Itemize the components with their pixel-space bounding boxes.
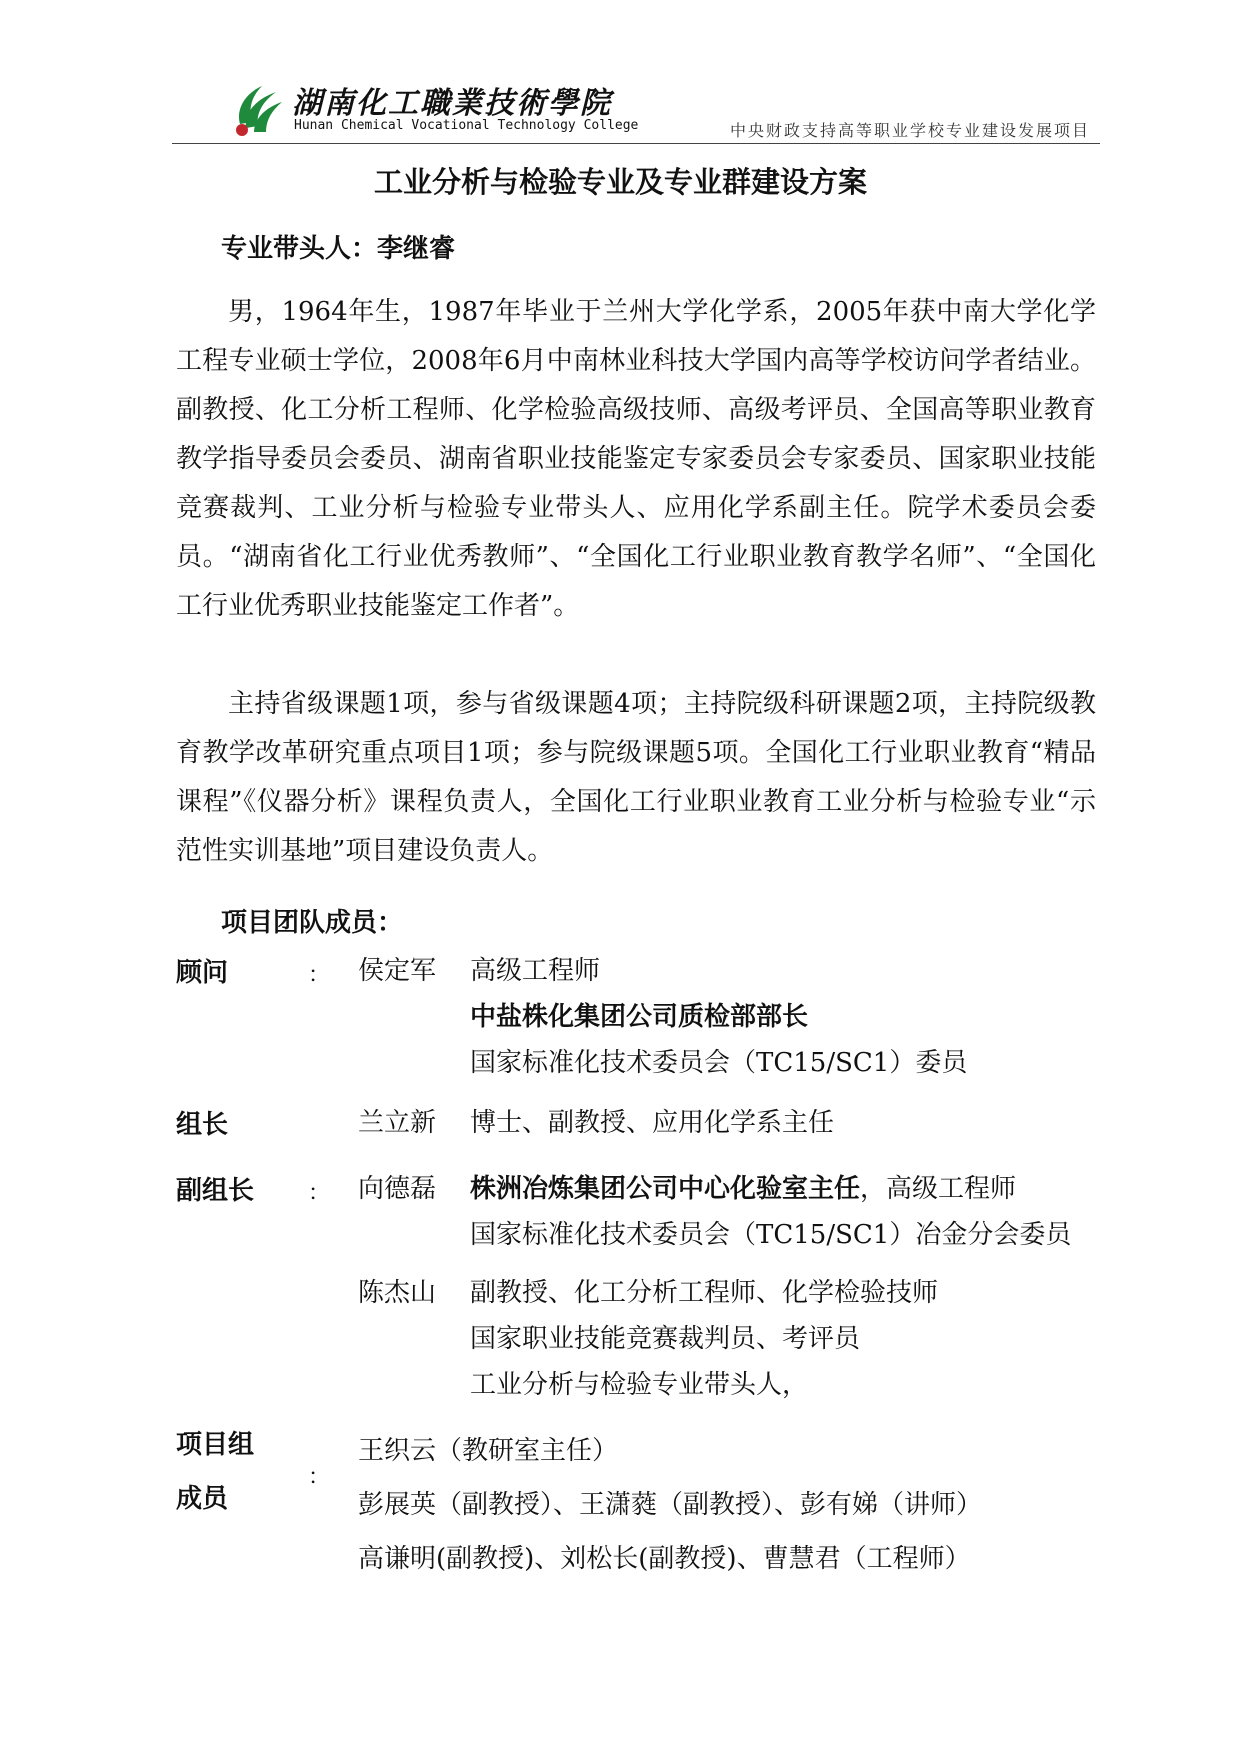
deputy-1-position — [470, 1168, 1016, 1205]
deputy-1-rank: ，高级工程师 — [860, 1174, 1017, 1204]
group-leader-title: 博士、副教授、应用化学系主任 — [470, 1108, 835, 1138]
members-colon: ： — [308, 1465, 331, 1490]
deputy-1-name: 向德磊 — [358, 1174, 437, 1204]
deputy-2-role: 国家职业技能竞赛裁判员、考评员 — [470, 1324, 861, 1354]
deputy-2-lead: 工业分析与检验专业带头人， — [470, 1370, 809, 1400]
leader-projects-paragraph: 主持省级课题1项，参与省级课题4项；主持院级科研课题2项，主持院级教育教学改革研究重点项目1项；参与院级课题5项。全国化工行业职业教育“精品课程”《仪器分析》课程负责人，全国化工行业职业教育工业分析与检验专业“示范性实训基地”项目建设负责人。 — [176, 689, 1096, 866]
advisor-title: 高级工程师 — [470, 956, 601, 986]
group-leader-name: 兰立新 — [358, 1108, 437, 1138]
member-line-3: 高谦明(副教授)、刘松长(副教授)、曹慧君（工程师） — [358, 1544, 971, 1574]
team-heading: 项目团队成员： — [221, 908, 404, 938]
advisor-committee: 国家标准化技术委员会（TC15/SC1）委员 — [470, 1048, 968, 1078]
advisor-name: 侯定军 — [358, 956, 437, 986]
leader-bio-paragraph: 男，1964年生，1987年毕业于兰州大学化学系，2005年获中南大学化学工程专业硕士学位，2008年6月中南林业科技大学国内高等学校访问学者结业。副教授、化工分析工程师、化学检验高级技师、高级考评员、全国高等职业教育教学指导委员会委员、湖南省职业技能鉴定专家委员会专家委员、国家职业技能竞赛裁判、工业分析与检验专业带头人、应用化学系副主任。院学术委员会委员。“湖南省化工行业优秀教师”、“全国化工行业职业教育教学名师”、“全国化工行业优秀职业技能鉴定工作者”。 — [176, 297, 1096, 621]
advisor-colon: ： — [308, 963, 331, 988]
college-logo-icon — [232, 80, 284, 136]
college-name-cn: 湖南化工職業技術學院 — [292, 86, 612, 121]
member-line-2: 彭展英（副教授）、王潇蕤（副教授）、彭有娣（讲师） — [358, 1490, 983, 1520]
advisor-label: 顾问 — [176, 958, 229, 988]
members-label-line1: 项目组 — [176, 1430, 255, 1460]
deputy-colon: ： — [308, 1181, 331, 1206]
members-label-line2: 成员 — [176, 1484, 229, 1514]
member-line-1: 王织云（教研室主任） — [358, 1436, 619, 1466]
deputy-2-title: 副教授、化工分析工程师、化学检验技师 — [470, 1278, 939, 1308]
advisor-position: 中盐株化集团公司质检部部长 — [470, 1002, 809, 1032]
group-leader-label: 组长 — [176, 1110, 229, 1140]
program-leader: 专业带头人：李继睿 — [221, 234, 456, 264]
deputy-2-name: 陈杰山 — [358, 1278, 437, 1308]
deputy-1-committee: 国家标准化技术委员会（TC15/SC1）冶金分会委员 — [470, 1220, 1072, 1250]
header-divider — [172, 143, 1100, 144]
deputy-leader-label: 副组长 — [176, 1176, 255, 1206]
college-name-en: Hunan Chemical Vocational Technology College — [294, 118, 639, 133]
document-title: 工业分析与检验专业及专业群建设方案 — [373, 165, 867, 199]
page-header — [172, 70, 1100, 144]
project-caption: 中央财政支持高等职业学校专业建设发展项目 — [729, 121, 1090, 140]
deputy-1-employer: 株洲冶炼集团公司中心化验室主任 — [470, 1174, 861, 1204]
